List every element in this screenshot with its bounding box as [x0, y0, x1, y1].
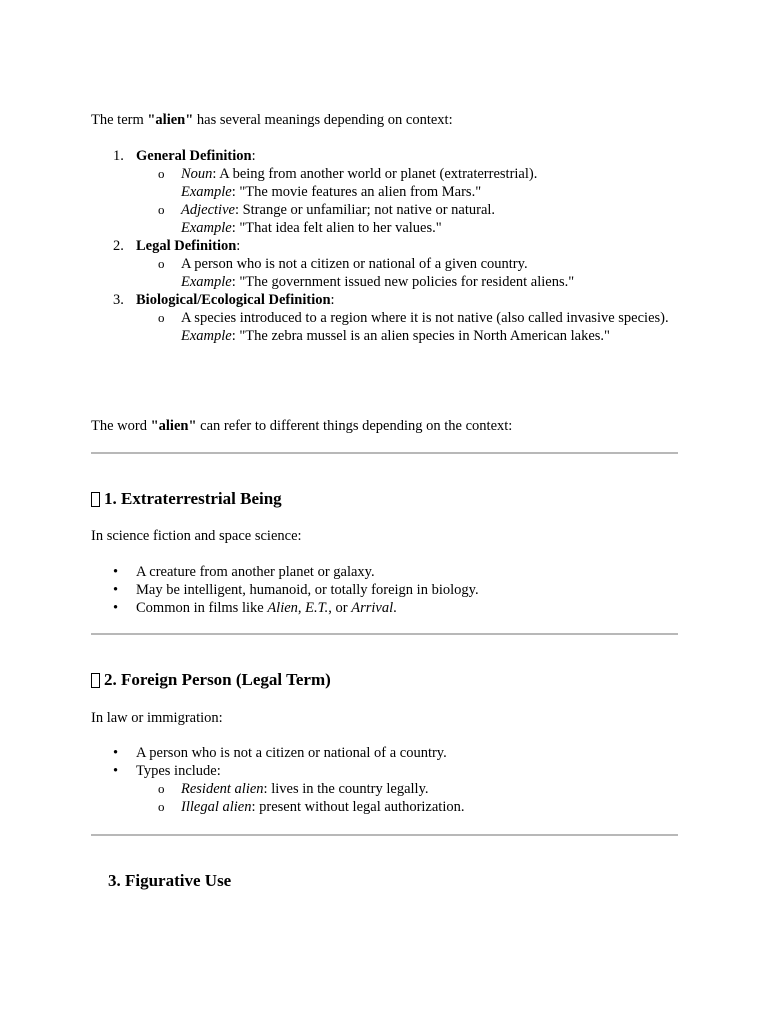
- definition-title: Biological/Ecological Definition: [136, 292, 331, 308]
- list-item: [91, 599, 679, 617]
- list-item-text: Types include:: [136, 763, 221, 779]
- bullet-marker: •: [113, 582, 119, 598]
- separator-text: , or: [328, 600, 352, 616]
- definition-title: Legal Definition: [136, 238, 237, 254]
- example-label: Example: [181, 220, 232, 236]
- bullet-marker: •: [113, 564, 119, 580]
- sub-list-item: [136, 798, 679, 816]
- definition-title: General Definition: [136, 148, 252, 164]
- example-text: : "That idea felt alien to her values.": [231, 220, 442, 236]
- example-text: : "The zebra mussel is an alien species in North American lakes.": [231, 328, 610, 344]
- alien-type-label: Resident alien: [181, 781, 264, 797]
- definition-text: : A being from another world or planet (extraterrestrial).: [212, 166, 538, 182]
- example-label: Example: [181, 184, 232, 200]
- list-item: [91, 581, 679, 599]
- example-label: Example: [181, 328, 232, 344]
- example-label: Example: [181, 274, 232, 290]
- separator-text: ,: [297, 600, 306, 616]
- list-item-text: Common in films like: [136, 600, 268, 616]
- section2-bullet-list: [91, 744, 679, 816]
- alien-type-text: : present without legal authorization.: [251, 799, 465, 815]
- sub-bullet-marker: o: [158, 202, 165, 217]
- sub-list-item: [136, 780, 679, 798]
- definition-sublist: [136, 165, 679, 237]
- list-item: [91, 762, 679, 816]
- definition-sublist: [136, 255, 679, 291]
- section-heading-foreign-person: [91, 670, 679, 690]
- section-heading-figurative: [108, 871, 696, 891]
- sub-bullet-marker: o: [158, 781, 165, 796]
- definition-text: : Strange or unfamiliar; not native or natural.: [234, 202, 496, 218]
- sub-bullet-marker: o: [158, 310, 165, 325]
- list-number: 1.: [113, 148, 124, 164]
- horizontal-rule: [91, 633, 678, 635]
- section-heading-extraterrestrial: [91, 489, 679, 509]
- sub-bullet-marker: o: [158, 799, 165, 814]
- definition-sublist: [136, 309, 679, 345]
- missing-glyph-icon: [91, 492, 100, 507]
- list-item: [91, 563, 679, 581]
- missing-glyph-icon: [91, 673, 100, 688]
- section-heading-text: 2. Foreign Person (Legal Term): [104, 670, 331, 689]
- sub-list-item: [136, 255, 679, 291]
- section1-intro: In science fiction and space science:: [91, 528, 302, 544]
- bullet-marker: •: [113, 745, 119, 761]
- horizontal-rule: [91, 452, 678, 454]
- list-item: [91, 744, 679, 762]
- alien-type-text: : lives in the country legally.: [263, 781, 429, 797]
- horizontal-rule: [91, 834, 678, 836]
- intro2-term: "alien": [150, 418, 197, 434]
- intro2-pre-text: The word: [91, 418, 151, 434]
- intro-paragraph-2: [91, 417, 679, 435]
- list-item-text: A creature from another planet or galaxy.: [136, 564, 375, 580]
- list-number: 2.: [113, 238, 124, 254]
- section-heading-text: 3. Figurative Use: [108, 871, 232, 890]
- definition-text: A person who is not a citizen or national of a given country.: [181, 256, 528, 272]
- example-text: : "The government issued new policies for resident aliens.": [231, 274, 575, 290]
- example-text: : "The movie features an alien from Mars.": [231, 184, 482, 200]
- intro1-term: "alien": [147, 112, 194, 128]
- alien-type-label: Illegal alien: [181, 799, 252, 815]
- intro1-post-text: has several meanings depending on context:: [193, 112, 453, 128]
- bullet-marker: •: [113, 600, 119, 616]
- intro1-pre-text: The term: [91, 112, 148, 128]
- film-title: Alien: [267, 600, 298, 616]
- separator-text: .: [393, 600, 397, 616]
- sub-bullet-marker: o: [158, 256, 165, 271]
- definition-item-legal: 2. Legal Definition: o A person who is not a citizen or national of a given country. Example: "The government issued new policies for resident aliens.": [91, 237, 679, 291]
- list-item-text: A person who is not a citizen or national of a country.: [136, 745, 447, 761]
- section1-bullet-list: [91, 563, 679, 617]
- list-number: 3.: [113, 292, 124, 308]
- intro-paragraph-1: [91, 111, 679, 129]
- bullet-marker: •: [113, 763, 119, 779]
- film-title: Arrival: [351, 600, 394, 616]
- types-sublist: [136, 780, 679, 816]
- section2-intro: In law or immigration:: [91, 710, 223, 726]
- sub-list-item: [136, 309, 679, 345]
- list-item-text: May be intelligent, humanoid, or totally foreign in biology.: [136, 582, 479, 598]
- sub-bullet-marker: o: [158, 166, 165, 181]
- part-of-speech: Noun: [181, 166, 213, 182]
- definition-text: A species introduced to a region where it is not native (also called invasive species).: [181, 310, 669, 326]
- definition-item-general: 1. General Definition: o Noun: A being from another world or planet (extraterrestrial). Example: "The movie features an alien from Mars." o Adjective: Strange or unfamiliar; not native or natural. Example: "That idea felt alien to her values.": [91, 147, 679, 237]
- sub-list-item: [136, 165, 679, 201]
- sub-list-item: [136, 201, 679, 237]
- film-title: E.T.: [305, 600, 329, 616]
- definition-item-biological: 3. Biological/Ecological Definition: o A species introduced to a region where it is not native (also called invasive species). Example: "The zebra mussel is an alien species in North American lakes.": [91, 291, 679, 345]
- section-heading-text: 1. Extraterrestrial Being: [104, 489, 282, 508]
- intro2-post-text: can refer to different things depending on the context:: [196, 418, 513, 434]
- definitions-list: [91, 147, 679, 345]
- part-of-speech: Adjective: [181, 202, 235, 218]
